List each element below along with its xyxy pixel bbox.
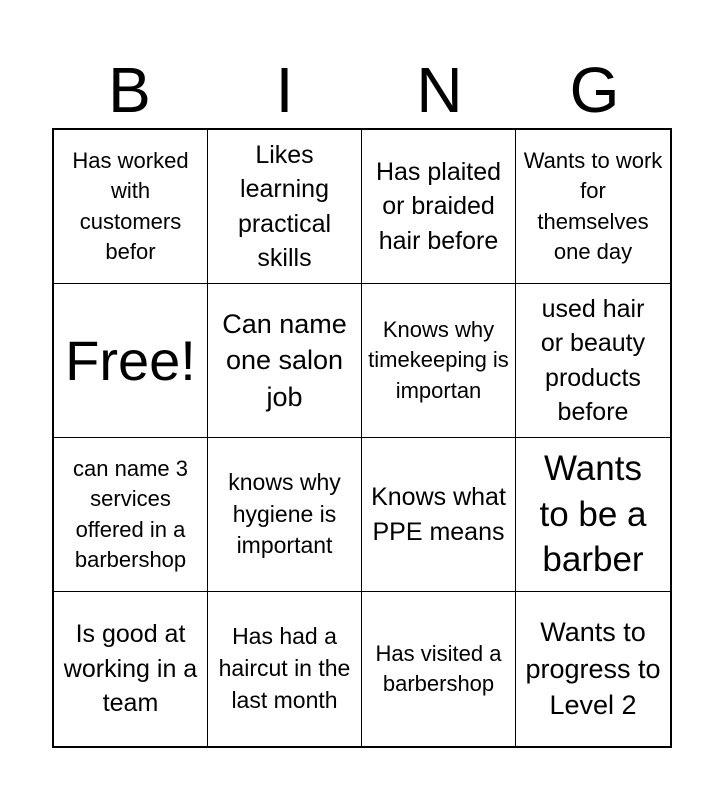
cell-text: Wants to be a barber bbox=[539, 449, 647, 580]
cell-text: Is good at working in a team bbox=[63, 620, 198, 718]
header-letter-g: G bbox=[569, 54, 620, 126]
cell-text: Can name one salon job bbox=[222, 308, 347, 412]
cell-text: Likes learning practical skills bbox=[237, 140, 332, 272]
bingo-cell[interactable] bbox=[208, 438, 362, 592]
cell-text: Has had a haircut in the last month bbox=[218, 623, 351, 713]
bingo-cell[interactable] bbox=[362, 130, 516, 284]
header-letter-i: I bbox=[275, 54, 294, 126]
free-space-cell[interactable] bbox=[54, 284, 208, 438]
header-letter-b: B bbox=[108, 54, 151, 126]
cell-text: Knows why timekeeping is importan bbox=[368, 316, 509, 403]
cell-text: Wants to work for themselves one day bbox=[523, 147, 663, 264]
bingo-cell[interactable] bbox=[516, 284, 670, 438]
header-letter-n: N bbox=[416, 54, 463, 126]
cell-text: can name 3 services offered in a barbershop bbox=[73, 455, 188, 572]
bingo-grid bbox=[52, 128, 672, 748]
bingo-cell[interactable] bbox=[54, 592, 208, 746]
cell-text: used hair or beauty products before bbox=[540, 294, 646, 426]
cell-text: Knows what PPE means bbox=[371, 483, 506, 546]
bingo-header bbox=[52, 52, 672, 128]
cell-text: Has worked with customers befor bbox=[72, 147, 189, 264]
cell-text: Has plaited or braided hair before bbox=[375, 157, 502, 255]
bingo-cell[interactable] bbox=[516, 130, 670, 284]
bingo-cell[interactable] bbox=[54, 438, 208, 592]
bingo-cell[interactable] bbox=[516, 592, 670, 746]
bingo-cell[interactable] bbox=[516, 438, 670, 592]
bingo-cell[interactable] bbox=[54, 130, 208, 284]
bingo-cell[interactable] bbox=[208, 284, 362, 438]
bingo-cell[interactable] bbox=[362, 284, 516, 438]
bingo-cell[interactable] bbox=[208, 130, 362, 284]
free-space-text: Free! bbox=[65, 328, 196, 392]
bingo-cell[interactable] bbox=[362, 438, 516, 592]
cell-text: Wants to progress to Level 2 bbox=[525, 617, 661, 721]
cell-text: knows why hygiene is important bbox=[228, 468, 341, 559]
bingo-cell[interactable] bbox=[362, 592, 516, 746]
bingo-cell[interactable] bbox=[208, 592, 362, 746]
cell-text: Has visited a barbershop bbox=[375, 640, 502, 696]
